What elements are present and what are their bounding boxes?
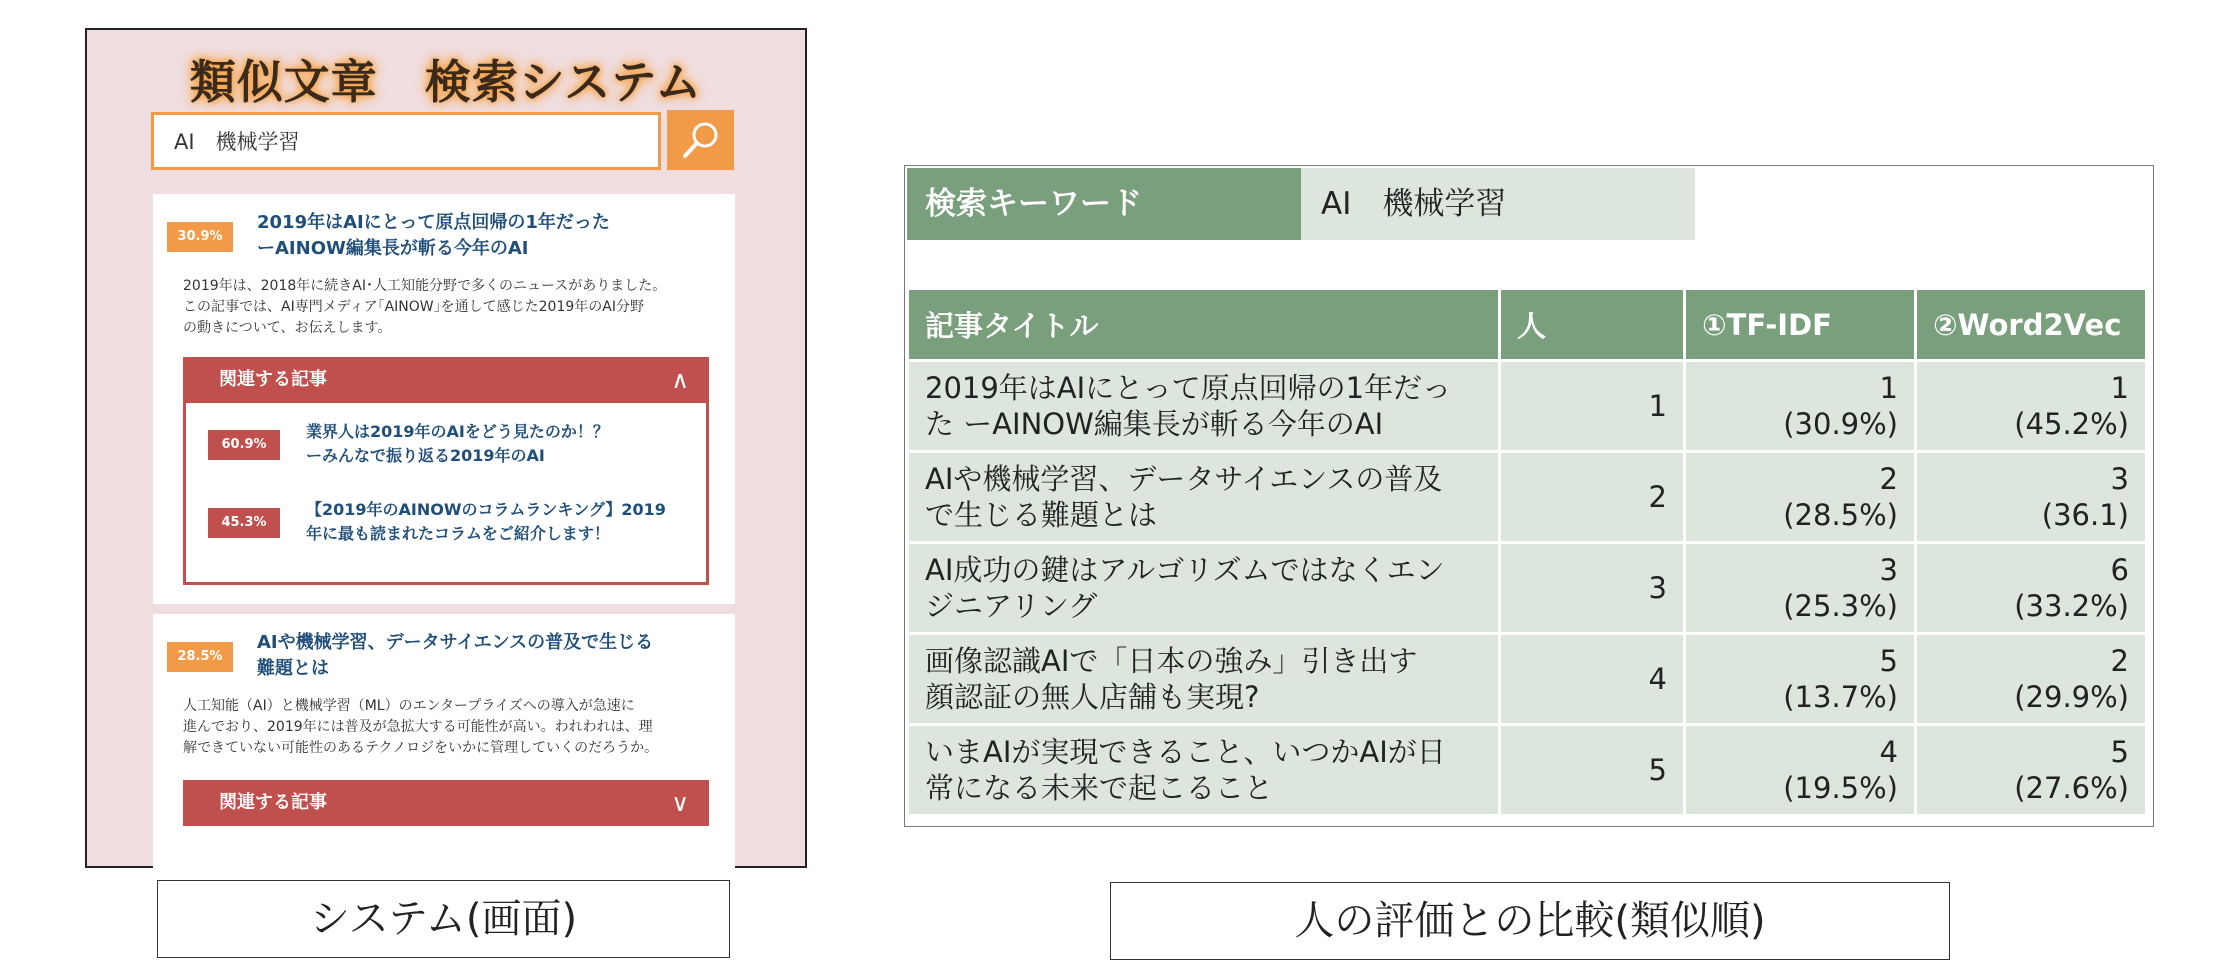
- result-title[interactable]: [257, 210, 610, 262]
- article-title-cell: [909, 453, 1498, 541]
- rank-value: 3: [2110, 462, 2129, 496]
- result-card[interactable]: [153, 194, 735, 604]
- rank-value: 4: [1879, 735, 1898, 769]
- similarity-badge: 28.5%: [167, 642, 233, 672]
- table-row: [909, 362, 2145, 450]
- score-value: (25.3%): [1783, 589, 1898, 623]
- app-title: 類似文章 検索システム: [189, 55, 703, 109]
- related-articles-header[interactable]: [183, 357, 709, 403]
- human-rank-cell: 5: [1501, 726, 1683, 814]
- result-description: [183, 696, 658, 759]
- rank-value: 1: [1879, 371, 1898, 405]
- word2vec-cell: [1917, 453, 2145, 541]
- rank-value: 2: [1879, 462, 1898, 496]
- comparison-table: [906, 287, 2148, 817]
- description-line: 解できていない可能性のあるテクノロジをいかに管理していくのだろうか。: [183, 740, 659, 756]
- header-human: 人: [1501, 290, 1683, 359]
- result-card[interactable]: [153, 614, 735, 874]
- article-title-cell: [909, 726, 1498, 814]
- chevron-up-icon[interactable]: ∧: [671, 366, 689, 394]
- score-value: (27.6%): [2014, 771, 2129, 805]
- word2vec-cell: [1917, 726, 2145, 814]
- magnifier-icon: [667, 110, 734, 170]
- tfidf-cell: [1686, 362, 1914, 450]
- related-articles-panel: [183, 780, 709, 826]
- article-title-cell: [909, 544, 1498, 632]
- tfidf-cell: [1686, 544, 1914, 632]
- caption-system-screen: システム(画面): [157, 880, 730, 958]
- score-value: (13.7%): [1783, 680, 1898, 714]
- rank-value: 6: [2110, 553, 2129, 587]
- search-input[interactable]: [154, 115, 658, 167]
- related-title-line: 【2019年のAINOWのコラムランキング】2019: [306, 500, 666, 519]
- result-title-line: AIや機械学習、データサイエンスの普及で生じる: [257, 632, 654, 653]
- related-articles-label: 関連する記事: [219, 369, 327, 390]
- description-line: この記事では、AI専門メディア｢AINOW｣を通して感じた2019年のAI分野: [183, 299, 644, 315]
- rank-value: 5: [2110, 735, 2129, 769]
- table-header-row: [909, 290, 2145, 359]
- related-title-line: 業界人は2019年のAIをどう見たのか！？: [306, 422, 609, 441]
- description-line: 2019年は、2018年に続きAI･人工知能分野で多くのニュースがありました。: [183, 278, 667, 294]
- related-similarity-badge: 60.9%: [208, 430, 280, 460]
- tfidf-cell: [1686, 726, 1914, 814]
- word2vec-cell: [1917, 362, 2145, 450]
- score-value: (45.2%): [2014, 407, 2129, 441]
- comparison-panel: [904, 165, 2154, 827]
- result-description: [183, 276, 666, 339]
- tfidf-cell: [1686, 635, 1914, 723]
- score-value: (36.1): [2041, 498, 2129, 532]
- chevron-down-icon[interactable]: ∨: [671, 789, 689, 817]
- rank-value: 2: [2110, 644, 2129, 678]
- title-line: いまAIが実現できること、いつかAIが日: [925, 735, 1446, 769]
- system-screen-panel: [85, 28, 807, 868]
- score-value: (29.9%): [2014, 680, 2129, 714]
- title-line: AIや機械学習、データサイエンスの普及: [925, 462, 1443, 496]
- score-value: (28.5%): [1783, 498, 1898, 532]
- related-article-link[interactable]: [306, 498, 666, 546]
- word2vec-cell: [1917, 635, 2145, 723]
- keyword-label: 検索キーワード: [907, 168, 1301, 240]
- rank-value: 1: [2110, 371, 2129, 405]
- rank-value: 5: [1879, 644, 1898, 678]
- title-line: で生じる難題とは: [925, 498, 1158, 532]
- table-row: [909, 726, 2145, 814]
- related-articles-header[interactable]: [183, 780, 709, 826]
- header-word2vec: ②Word2Vec: [1917, 290, 2145, 359]
- title-line: 顔認証の無人店舗も実現?: [925, 680, 1260, 714]
- header-tfidf: ①TF-IDF: [1686, 290, 1914, 359]
- search-button[interactable]: [667, 110, 734, 170]
- title-line: 2019年はAIにとって原点回帰の1年だっ: [925, 371, 1452, 405]
- related-articles-panel: [183, 357, 709, 585]
- related-articles-label: 関連する記事: [219, 792, 327, 813]
- header-article-title: 記事タイトル: [909, 290, 1498, 359]
- tfidf-cell: [1686, 453, 1914, 541]
- word2vec-cell: [1917, 544, 2145, 632]
- result-title-line: 難題とは: [257, 658, 329, 679]
- table-row: [909, 635, 2145, 723]
- result-title-line: ーAINOW編集長が斬る今年のAI: [257, 238, 529, 259]
- human-rank-cell: 2: [1501, 453, 1683, 541]
- related-similarity-badge: 45.3%: [208, 508, 280, 538]
- score-value: (30.9%): [1783, 407, 1898, 441]
- article-title-cell: [909, 635, 1498, 723]
- human-rank-cell: 3: [1501, 544, 1683, 632]
- search-input-box[interactable]: [151, 112, 661, 170]
- keyword-value: AI 機械学習: [1301, 168, 1695, 240]
- table-row: [909, 544, 2145, 632]
- title-line: た ーAINOW編集長が斬る今年のAI: [925, 407, 1384, 441]
- title-line: 画像認識AIで「日本の強み」引き出す: [925, 644, 1418, 678]
- related-article-link[interactable]: [306, 420, 609, 468]
- title-line: 常になる未来で起こること: [925, 771, 1274, 805]
- description-line: 進んでおり、2019年には普及が急拡大する可能性が高い。われわれは、理: [183, 719, 653, 735]
- title-line: ジニアリング: [925, 589, 1098, 623]
- table-row: [909, 453, 2145, 541]
- article-title-cell: [909, 362, 1498, 450]
- related-title-line: 年に最も読まれたコラムをご紹介します！: [306, 524, 610, 543]
- caption-comparison: 人の評価との比較(類似順): [1110, 882, 1950, 960]
- related-title-line: ーみんなで振り返る2019年のAI: [306, 446, 545, 465]
- description-line: の動きについて、お伝えします。: [183, 320, 392, 336]
- human-rank-cell: 4: [1501, 635, 1683, 723]
- similarity-badge: 30.9%: [167, 222, 233, 252]
- result-title[interactable]: [257, 630, 653, 682]
- result-title-line: 2019年はAIにとって原点回帰の1年だった: [257, 212, 610, 233]
- title-line: AI成功の鍵はアルゴリズムではなくエン: [925, 553, 1445, 587]
- description-line: 人工知能（AI）と機械学習（ML）のエンタープライズへの導入が急速に: [183, 698, 635, 714]
- score-value: (19.5%): [1783, 771, 1898, 805]
- rank-value: 3: [1879, 553, 1898, 587]
- human-rank-cell: 1: [1501, 362, 1683, 450]
- score-value: (33.2%): [2014, 589, 2129, 623]
